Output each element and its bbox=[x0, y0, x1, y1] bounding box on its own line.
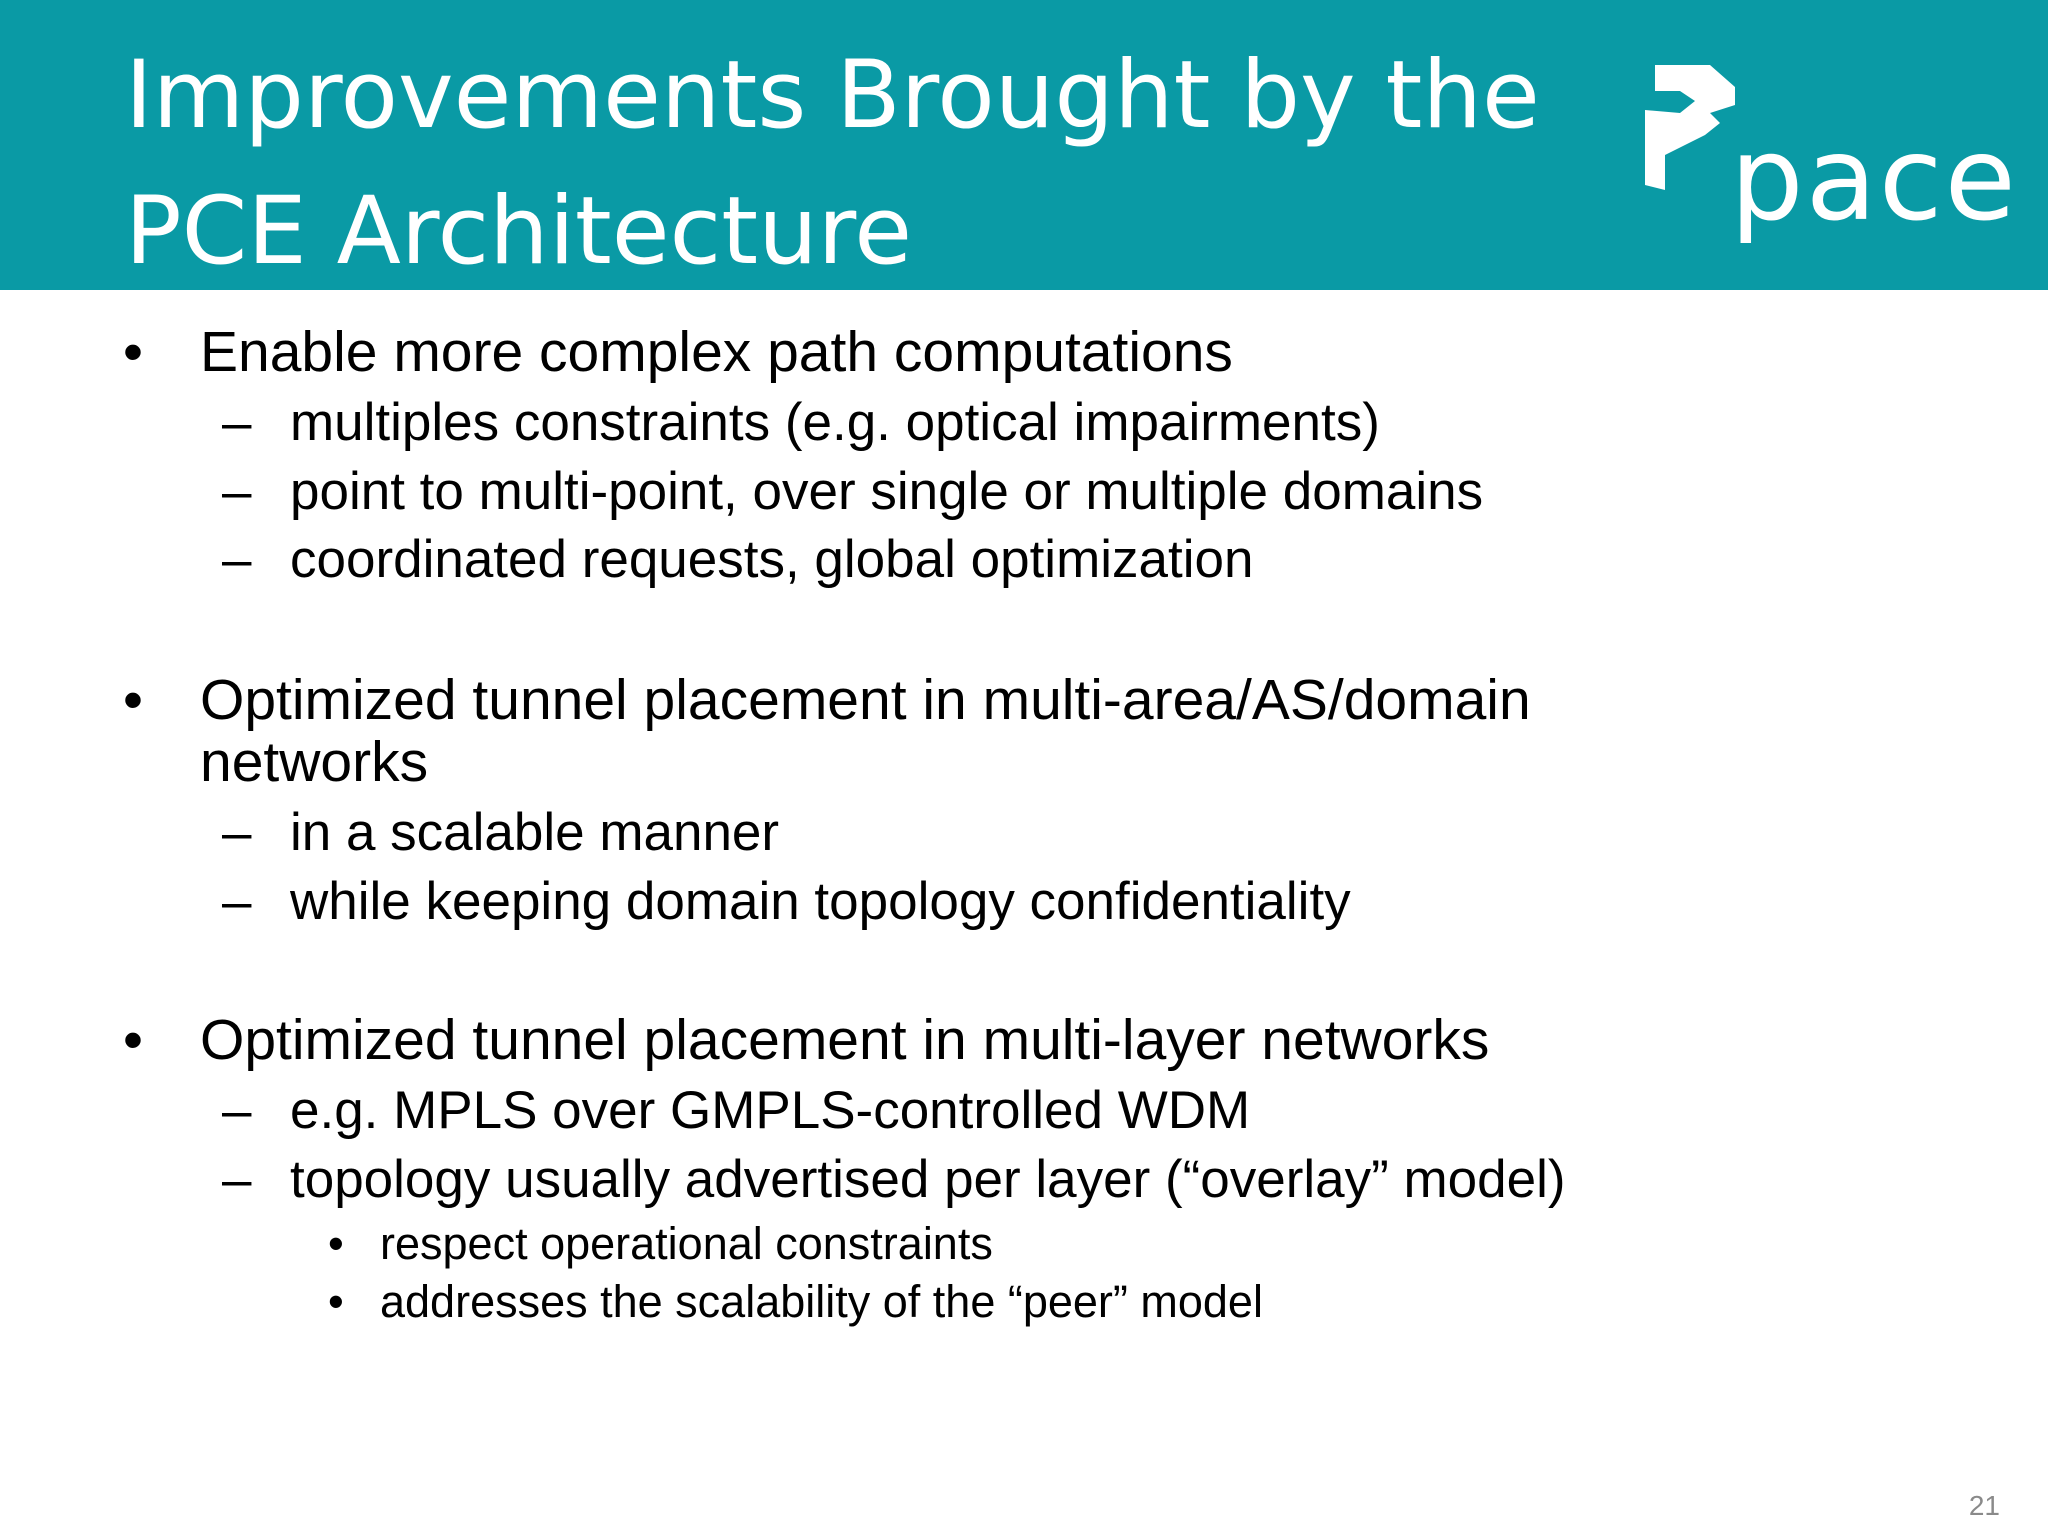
bullet-2-sub-2: while keeping domain topology confidentiality bbox=[290, 872, 1351, 931]
bullet-2-text-line2: networks bbox=[200, 730, 429, 794]
slide-title-line1: Improvements Brought by the bbox=[125, 41, 1540, 150]
dash-mark: – bbox=[222, 872, 252, 931]
bullet-3 bbox=[123, 1010, 143, 1070]
bullet-3-sub-1: e.g. MPLS over GMPLS-controlled WDM bbox=[290, 1081, 1251, 1140]
page-number: 21 bbox=[1968, 1490, 2000, 1521]
bullet-mark: • bbox=[123, 320, 143, 384]
bullet-mark: • bbox=[123, 668, 143, 732]
bullet-3-sub-2: topology usually advertised per layer (“overlay” model) bbox=[290, 1150, 1566, 1209]
pace-logo-text: pace bbox=[1730, 112, 2018, 247]
dash-mark: – bbox=[222, 1150, 252, 1209]
bullet-3-text: Optimized tunnel placement in multi-layer networks bbox=[200, 1008, 1490, 1072]
bullet-2 bbox=[123, 670, 143, 730]
dash-mark: – bbox=[222, 1081, 252, 1140]
dash-mark: – bbox=[222, 803, 252, 862]
bullet-mark: • bbox=[123, 1008, 143, 1072]
sub-bullet-mark: • bbox=[328, 1218, 344, 1269]
bullet-1-sub-1: multiples constraints (e.g. optical impairments) bbox=[290, 393, 1380, 452]
dash-mark: – bbox=[222, 530, 252, 589]
bullet-2-text-line1: Optimized tunnel placement in multi-area/AS/domain bbox=[200, 668, 1531, 732]
bullet-2-sub-1: in a scalable manner bbox=[290, 803, 780, 862]
slide-title-line2: PCE Architecture bbox=[125, 177, 913, 286]
bullet-1-sub-2: point to multi-point, over single or multiple domains bbox=[290, 462, 1484, 521]
bullet-1 bbox=[123, 322, 143, 382]
bullet-1-text: Enable more complex path computations bbox=[200, 320, 1233, 384]
dash-mark: – bbox=[222, 462, 252, 521]
sub-bullet-mark: • bbox=[328, 1276, 344, 1327]
bullet-1-sub-3: coordinated requests, global optimization bbox=[290, 530, 1254, 589]
bullet-3-subsub-2: addresses the scalability of the “peer” model bbox=[380, 1276, 1263, 1327]
bullet-3-subsub-1: respect operational constraints bbox=[380, 1218, 993, 1269]
dash-mark: – bbox=[222, 393, 252, 452]
